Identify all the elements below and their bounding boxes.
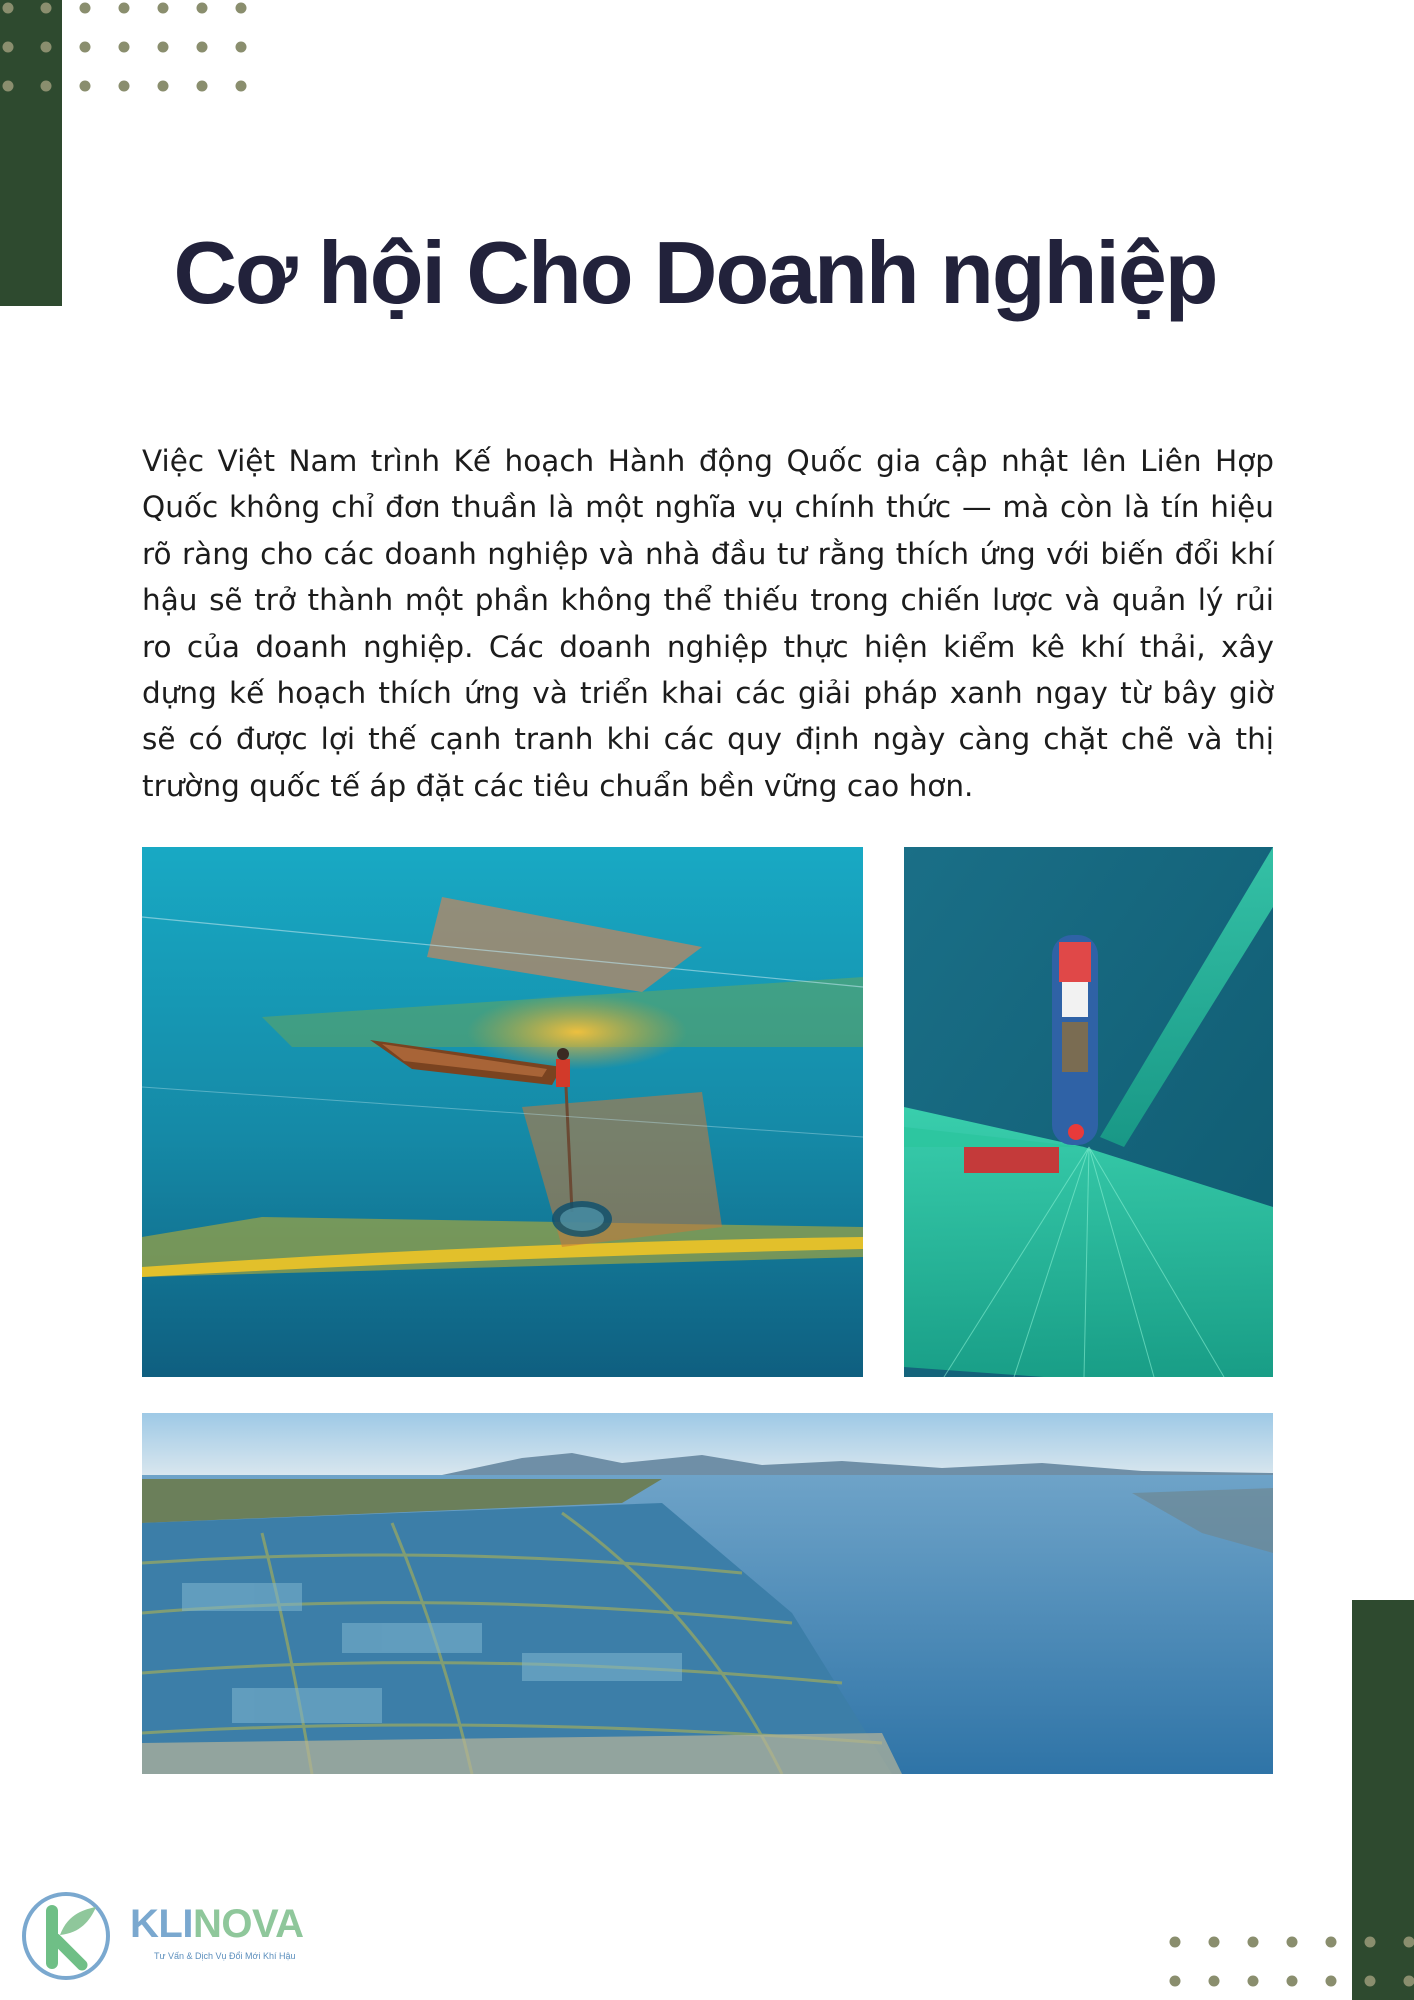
klinova-logo (18, 1888, 318, 1983)
klinova-logo-mark (18, 1891, 116, 1981)
dot-pattern-bottom (1160, 1930, 1414, 2000)
body-paragraph: Việc Việt Nam trình Kế hoạch Hành động Quốc gia cập nhật lên Liên Hợp Quốc không chỉ đơn thuần là một nghĩa vụ chính thức — mà còn là tín hiệu rõ ràng cho các doanh nghiệp và nhà đầu tư rằng thích ứng với biến đổi khí hậu sẽ trở thành một phần không thể thiếu trong chiến lược và quản lý rủi ro của doanh nghiệp. Các doanh nghiệp thực hiện kiểm kê khí thải, xây dựng kế hoạch thích ứng và triển khai các giải pháp xanh ngay từ bây giờ sẽ có được lợi thế cạnh tranh khi các quy định ngày càng chặt chẽ và thị trường quốc tế áp đặt các tiêu chuẩn bền vững cao hơn. (142, 444, 1274, 803)
photo-boat-green-nets (904, 847, 1273, 1377)
page-title: Cơ hội Cho Doanh nghiệp (173, 223, 1217, 322)
klinova-wordmark: KLINOVA (130, 1902, 304, 1946)
photo-aquaculture-panorama (142, 1413, 1273, 1774)
klinova-tagline: Tư Vấn & Dịch Vụ Đổi Mới Khí Hậu (154, 1951, 296, 1961)
photo-fishing-boat-net (142, 847, 863, 1377)
dot-pattern-top (0, 0, 260, 100)
